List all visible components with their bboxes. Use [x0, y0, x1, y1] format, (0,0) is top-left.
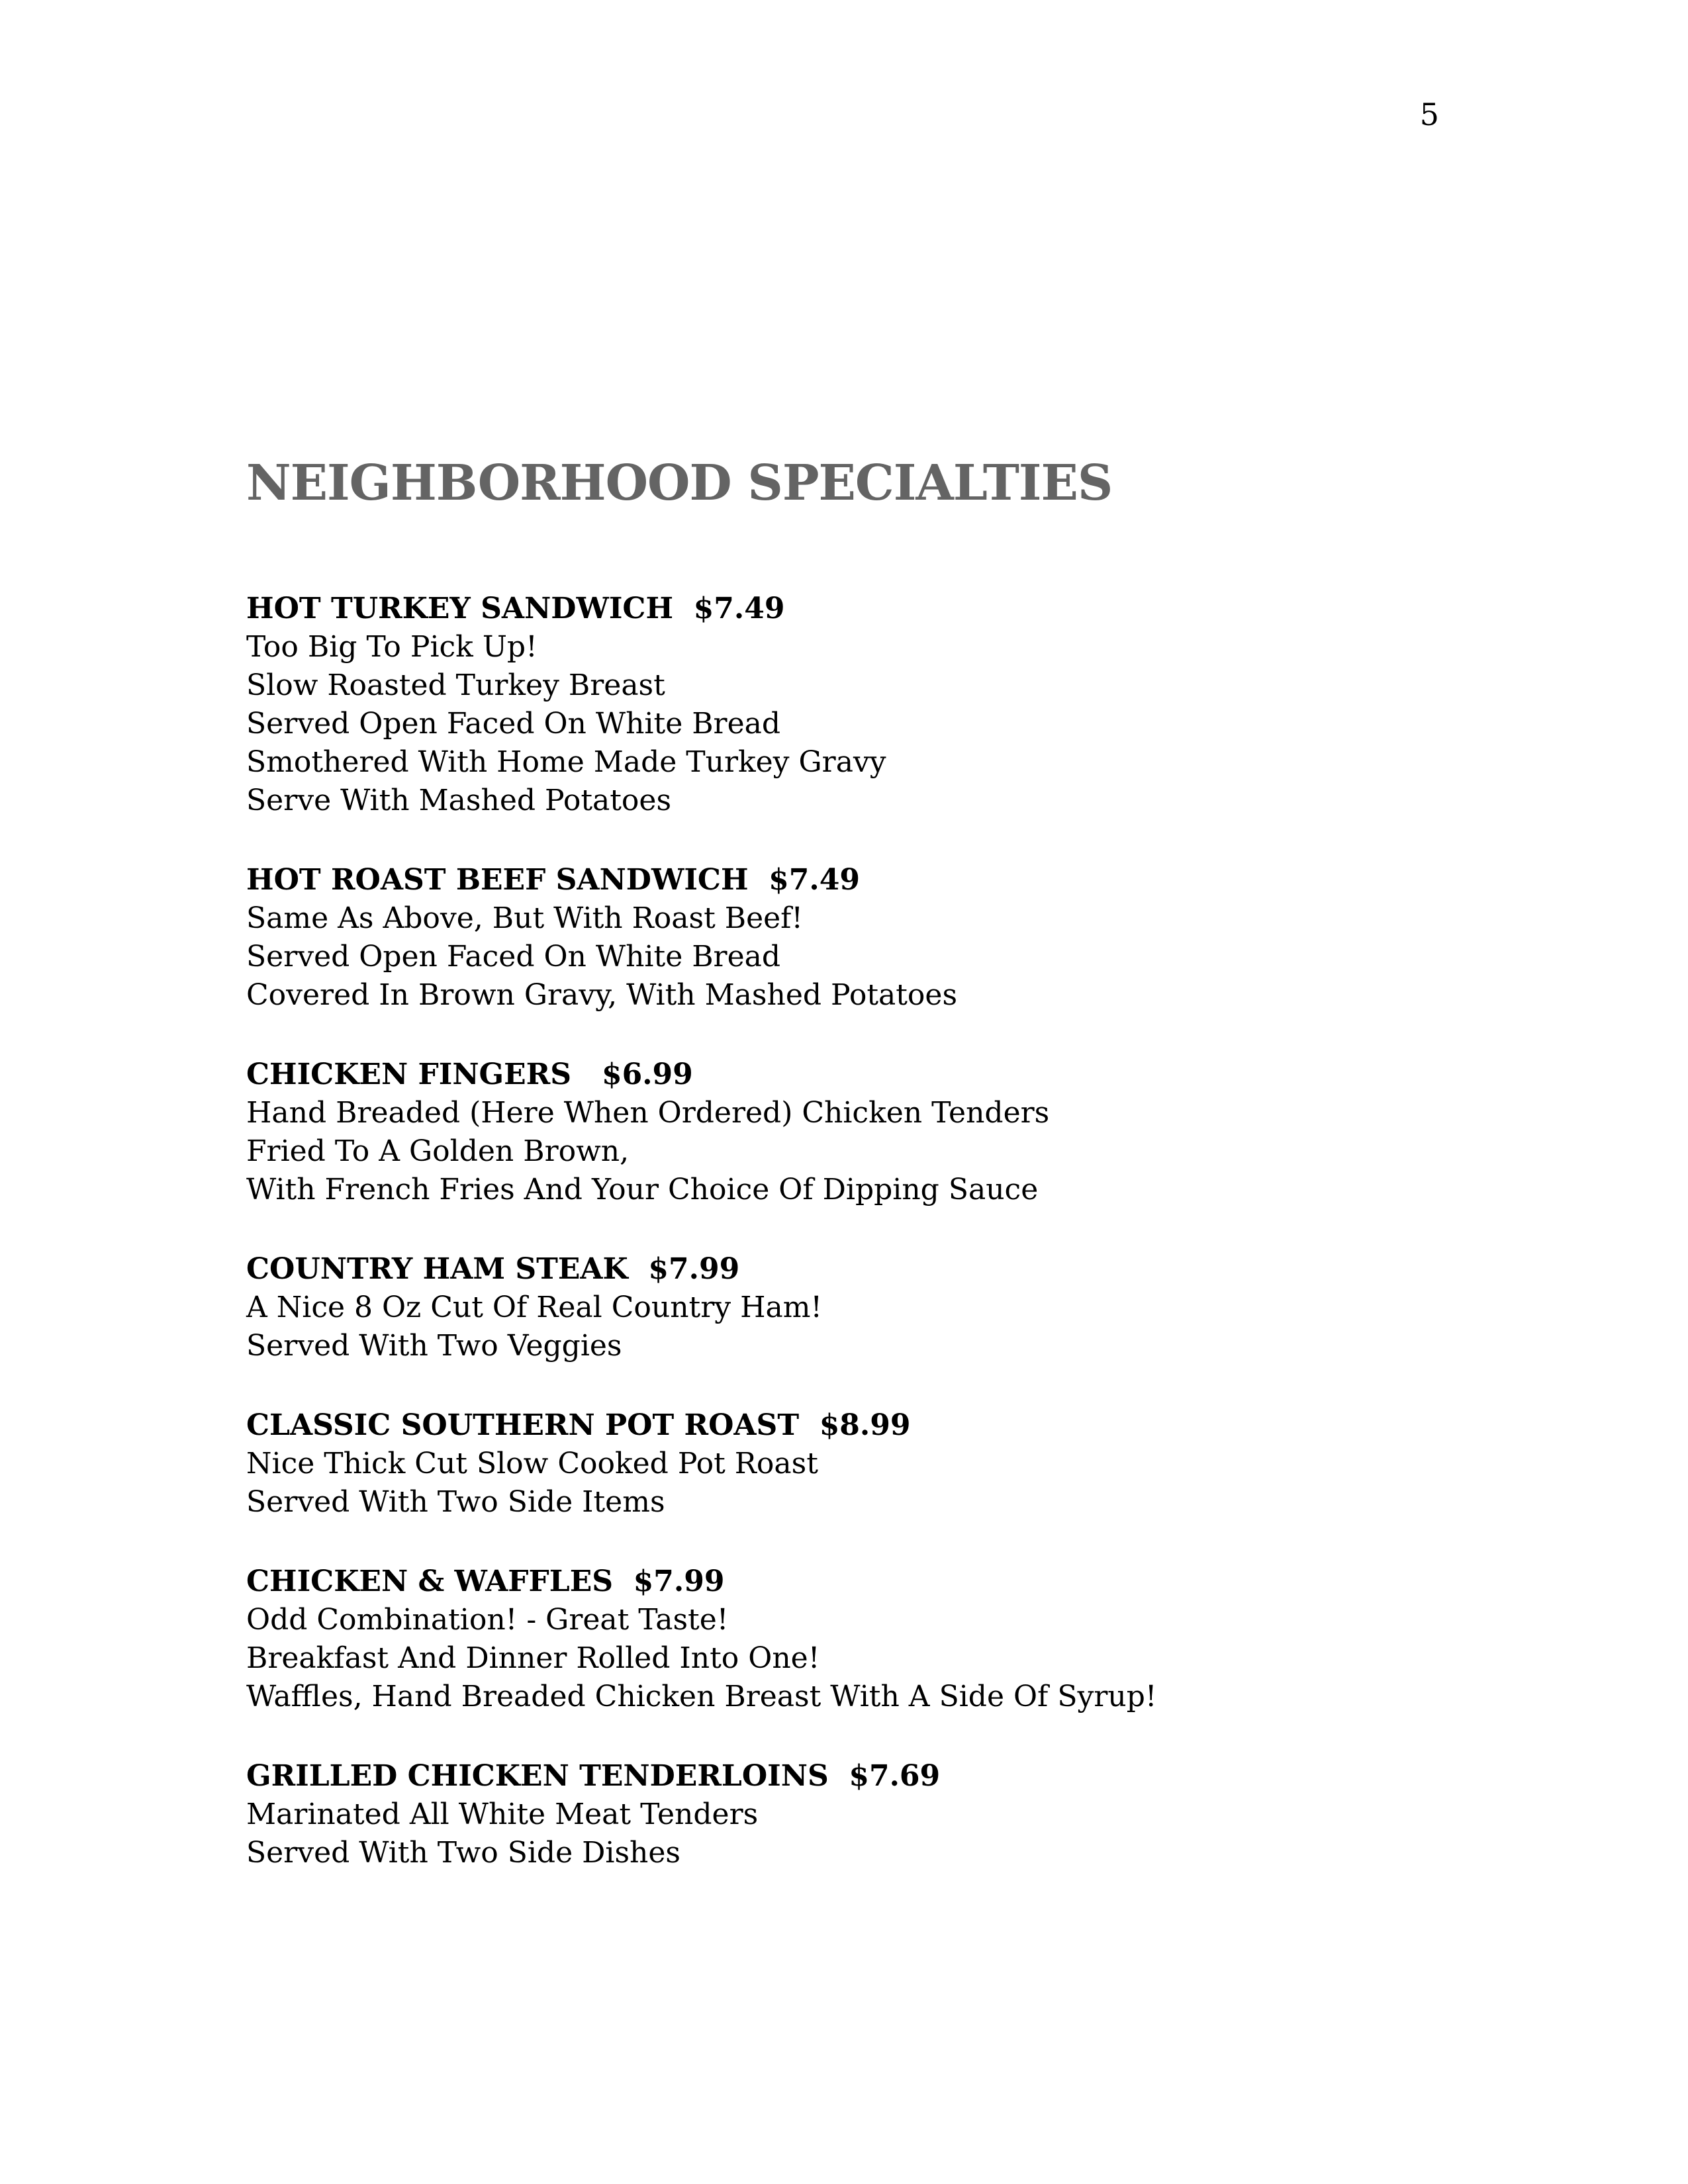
menu-page-content	[246, 457, 1504, 1913]
menu-item-description-line: Served Open Faced On White Bread	[246, 940, 781, 974]
menu-item-heading: CLASSIC SOUTHERN POT ROAST $8.99	[246, 1408, 911, 1443]
menu-item-list	[246, 590, 1504, 1872]
menu-item-description-line: Covered In Brown Gravy, With Mashed Potatoes	[246, 978, 958, 1013]
menu-item	[246, 1406, 1504, 1522]
menu-item-description-line: Odd Combination! - Great Taste!	[246, 1603, 729, 1637]
menu-item-description-line: Slow Roasted Turkey Breast	[246, 668, 665, 703]
menu-item-description-line: Served With Two Side Items	[246, 1485, 665, 1520]
menu-item-description-line: Fried To A Golden Brown,	[246, 1134, 630, 1169]
menu-item	[246, 1250, 1504, 1365]
menu-item-description-line: Too Big To Pick Up!	[246, 630, 538, 664]
menu-item	[246, 590, 1504, 820]
menu-item	[246, 1056, 1504, 1209]
menu-item-heading: CHICKEN & WAFFLES $7.99	[246, 1565, 725, 1599]
menu-item-description-line: Waffles, Hand Breaded Chicken Breast With A Side Of Syrup!	[246, 1680, 1157, 1714]
menu-item-description-line: Same As Above, But With Roast Beef!	[246, 901, 804, 936]
menu-item-heading: CHICKEN FINGERS $6.99	[246, 1058, 693, 1092]
menu-item	[246, 861, 1504, 1015]
menu-item-heading: GRILLED CHICKEN TENDERLOINS $7.69	[246, 1759, 941, 1794]
menu-item-description-line: Hand Breaded (Here When Ordered) Chicken Tenders	[246, 1096, 1050, 1130]
menu-item-description-line: With French Fries And Your Choice Of Dipping Sauce	[246, 1173, 1039, 1207]
menu-item-description-line: Marinated All White Meat Tenders	[246, 1797, 759, 1832]
menu-item-description-line: Served With Two Side Dishes	[246, 1836, 681, 1870]
section-title: NEIGHBORHOOD SPECIALTIES	[246, 455, 1113, 512]
menu-item-description-line: A Nice 8 Oz Cut Of Real Country Ham!	[246, 1291, 823, 1325]
menu-item-description-line: Serve With Mashed Potatoes	[246, 784, 672, 818]
menu-item-description-line: Nice Thick Cut Slow Cooked Pot Roast	[246, 1447, 818, 1481]
menu-item-description-line: Breakfast And Dinner Rolled Into One!	[246, 1641, 820, 1676]
menu-item-heading: HOT ROAST BEEF SANDWICH $7.49	[246, 863, 860, 897]
page-number: 5	[1419, 97, 1439, 132]
menu-item-description-line: Served With Two Veggies	[246, 1329, 622, 1363]
menu-item-description-line: Smothered With Home Made Turkey Gravy	[246, 745, 886, 780]
menu-item	[246, 1757, 1504, 1872]
menu-item-heading: COUNTRY HAM STEAK $7.99	[246, 1252, 740, 1287]
menu-item-description-line: Served Open Faced On White Bread	[246, 707, 781, 741]
menu-item	[246, 1563, 1504, 1716]
menu-item-heading: HOT TURKEY SANDWICH $7.49	[246, 592, 785, 626]
